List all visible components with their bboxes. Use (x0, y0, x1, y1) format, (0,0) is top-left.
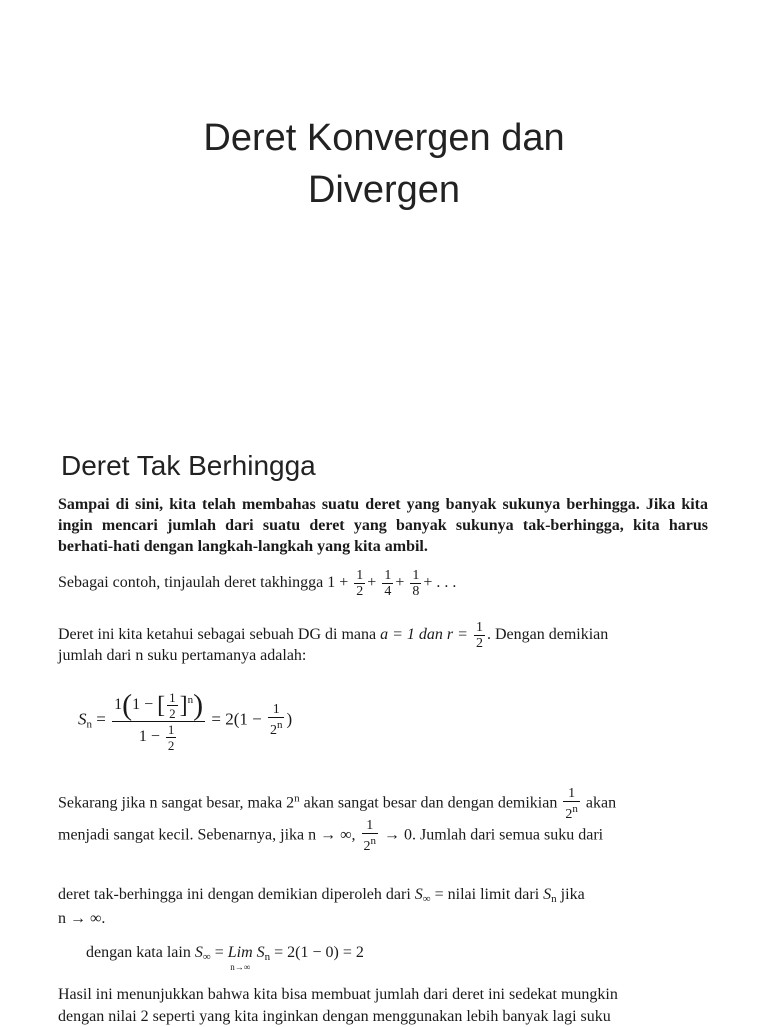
paragraph-dg-line2: jumlah dari n suku pertamanya adalah: (58, 647, 307, 664)
paragraph-intro: Sampai di sini, kita telah membahas suatu deret yang banyak sukunya berhingga. Jika kita ingin mencari jumlah dari suatu deret yang banyak sukunya tak-berhingga, kita harus berhati-hati dengan langkah-langkah yang kita ambil. (58, 496, 708, 555)
paragraph-infinite-sum-line2: n → ∞. (58, 910, 106, 927)
paragraph-large-n: Sekarang jika n sangat besar, maka 2$^n$ akan sangat besar dan dengan demikian $\frac{1}{2^n}$ akan (58, 786, 617, 822)
slide-title (0, 112, 768, 216)
paragraph-conclusion-2: dengan nilai 2 seperti yang kita inginkan dengan menggunakan lebih banyak lagi suku (58, 1008, 611, 1025)
section-heading: Deret Tak Berhingga (61, 450, 316, 481)
paragraph-conclusion-1: Hasil ini menunjukkan bahwa kita bisa membuat jumlah dari deret ini sedekat mungkin (58, 986, 618, 1003)
example-series-line: Sebagai contoh, tinjaulah deret takhingga 1 + $\frac{1}{2}$ + $\frac{1}{4}$ + $\frac{1}{8}$ + . . . (58, 568, 457, 599)
paragraph-limit-zero: menjadi sangat kecil. Sebenarnya, jika n → ∞, $\frac{1}{2^n}$ → 0. Jumlah dari semua suku dari (58, 818, 604, 854)
sum-formula: $S_n$ = 1(1 − [ $\frac{1}{2}$ ]$^n$) 1 − $\frac{1}{2}$ = 2(1 − $\frac{1}{2^n}$ ) (78, 688, 293, 753)
title-line-2: Divergen (307, 169, 461, 211)
paragraph-infinite-sum: deret tak-berhingga ini dengan demikian diperoleh dari $S_\infty$ = nilai limit dari $S_n$ jika (58, 886, 585, 905)
limit-result-formula: dengan kata lain $S_\infty$ = Lim n→∞ $S_n = 2(1 - 0) = 2$ (86, 944, 364, 972)
title-line-1: Deret Konvergen dan (203, 117, 565, 159)
paragraph-dg-definition: Deret ini kita ketahui sebagai sebuah DG di mana a = 1 dan r = $\frac{1}{2}$ . Dengan demikian (58, 620, 609, 651)
